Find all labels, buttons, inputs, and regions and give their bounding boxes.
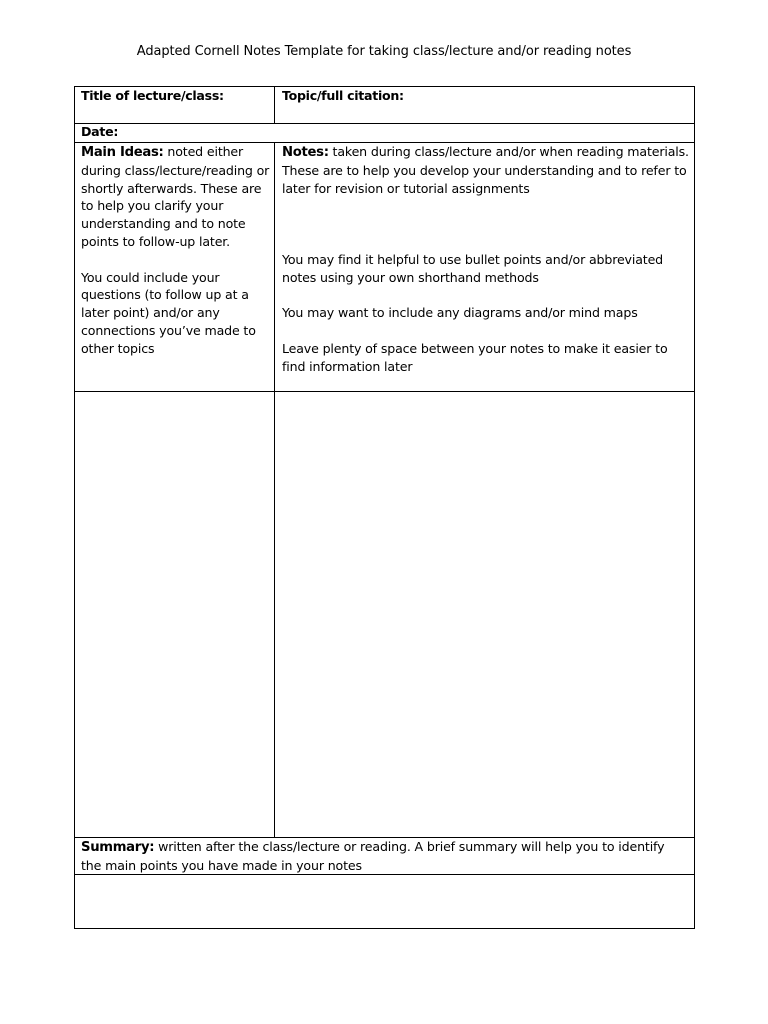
title-of-lecture-label: Title of lecture/class: xyxy=(81,88,224,103)
main-ideas-writing-area[interactable] xyxy=(75,392,274,837)
notes-cell xyxy=(282,143,690,375)
main-ideas-paragraph-2: You could include your questions (to follow up at a later point) and/or any connections you’ve made to other topics xyxy=(81,269,256,356)
notes-intro: taken during class/lecture and/or when reading materials. These are to help you develop your understanding and to refer to later for revision or tutorial assignments xyxy=(282,144,689,196)
notes-writing-area[interactable] xyxy=(275,392,694,837)
summary-text: written after the class/lecture or reading. A brief summary will help you to identify the main points you have made in your notes xyxy=(81,839,665,873)
date-label: Date: xyxy=(81,124,119,139)
summary-label: Summary: xyxy=(81,840,155,855)
summary-cell xyxy=(81,838,688,875)
main-ideas-intro: noted either during class/lecture/reading or shortly afterwards. These are to help you clarify your understanding and to note points to follow-up later. xyxy=(81,144,270,249)
topic-citation-label: Topic/full citation: xyxy=(282,88,404,103)
cornell-notes-table xyxy=(74,86,695,929)
summary-writing-area[interactable] xyxy=(75,875,694,928)
notes-paragraph-3: You may want to include any diagrams and/or mind maps xyxy=(282,305,638,321)
notes-label: Notes: xyxy=(282,145,329,160)
notes-paragraph-4: Leave plenty of space between your notes to make it easier to find information later xyxy=(282,340,668,374)
document-title: Adapted Cornell Notes Template for taking class/lecture and/or reading notes xyxy=(136,44,632,59)
main-ideas-cell xyxy=(81,143,271,358)
notes-paragraph-2: You may find it helpful to use bullet points and/or abbreviated notes using your own shorthand methods xyxy=(282,251,664,285)
header-column-divider xyxy=(274,87,275,124)
main-ideas-label: Main Ideas: xyxy=(81,145,164,160)
